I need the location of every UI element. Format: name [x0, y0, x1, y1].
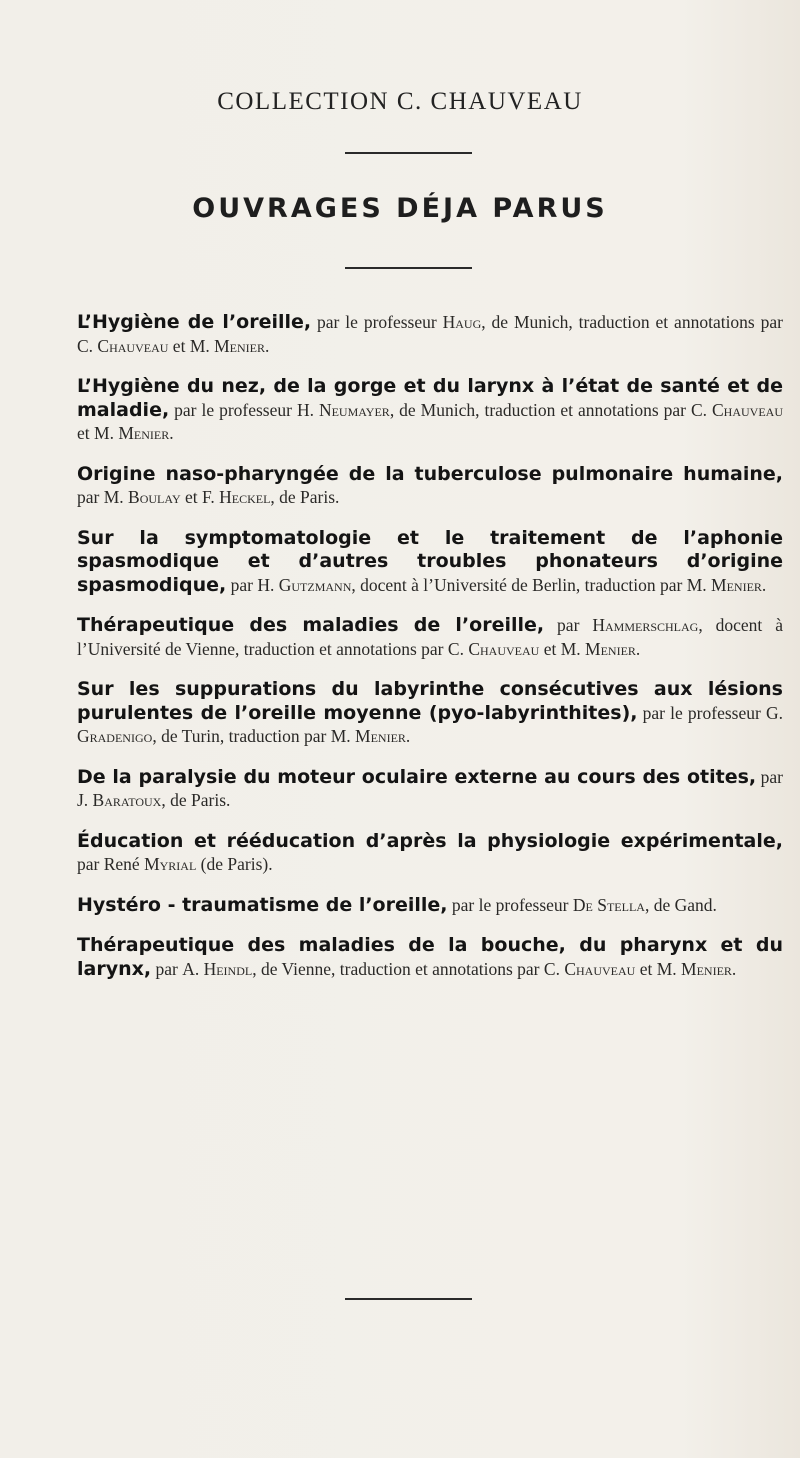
translator-name: C. Chauveau — [447, 638, 540, 659]
translator-name: M. Menier — [560, 638, 636, 659]
list-item: Thérapeutique des maladies de la bouche, du pharynx et du larynx, par A. Heindl, de Vienne, traduction et annotations par C. Chauveau et M. Menier. — [77, 934, 783, 980]
list-item: Sur les suppurations du labyrinthe consécutives aux lésions purulentes de l’oreille moyenne (pyo-labyrinthites), par le professeur G. Gradenigo, de Turin, traduction par M. Menier. — [77, 678, 783, 746]
divider-top — [345, 152, 472, 154]
publication-list — [77, 311, 783, 998]
translator-name: M. Menier — [189, 335, 266, 356]
list-item: Éducation et rééducation d’après la physiologie expérimentale, par René Myrial (de Paris). — [77, 829, 783, 874]
author-name: J. Baratoux — [77, 790, 162, 810]
divider-under-heading — [345, 267, 472, 269]
section-heading: OUVRAGES DÉJA PARUS — [192, 193, 608, 224]
author-name: H. Gutzmann — [257, 574, 352, 595]
author-name: Hammerschlag — [592, 615, 699, 635]
list-item: L’Hygiène de l’oreille, par le professeur Haug, de Munich, traduction et annotations par C. Chauveau et M. Menier. — [77, 311, 783, 356]
author-name: Haug — [442, 312, 482, 332]
author-name: Myrial — [144, 854, 197, 874]
entry-title: Thérapeutique des maladies de la bouche, du pharynx et du larynx, — [77, 934, 783, 980]
entry-title: Origine naso-pharyngée de la tuberculose pulmonaire humaine, — [77, 462, 783, 485]
list-item: Hystéro - traumatisme de l’oreille, par le professeur De Stella, de Gand. — [77, 893, 717, 916]
list-item: Origine naso-pharyngée de la tuberculose pulmonaire humaine, par M. Boulay et F. Heckel, de Paris. — [77, 462, 783, 507]
entry-title: Thérapeutique des maladies de l’oreille, — [77, 614, 545, 636]
entry-title: L’Hygiène de l’oreille, — [77, 311, 312, 333]
list-item: Sur la symptomatologie et le traitement de l’aphonie spasmodique et d’autres troubles phonateurs d’origine spasmodique, par H. Gutzmann, docent à l’Université de Berlin, traduction par M. Menier. — [77, 526, 783, 596]
collection-title: COLLECTION C. CHAUVEAU — [217, 88, 583, 115]
translator-name: C. Chauveau — [690, 399, 783, 420]
author-name: M. Boulay — [103, 487, 181, 507]
translator-name: C. Chauveau — [77, 335, 169, 356]
translator-name: M. Menier — [686, 574, 762, 595]
translator-name: C. Chauveau — [543, 958, 636, 979]
list-item: Thérapeutique des maladies de l’oreille, par Hammerschlag, docent à l’Université de Vienne, traduction et annotations par C. Chauveau et M. Menier. — [77, 614, 783, 659]
divider-bottom — [345, 1298, 472, 1300]
entry-title: L’Hygiène du nez, de la gorge et du larynx à l’état de santé et de maladie, — [77, 375, 783, 421]
author-name: H. Neumayer — [296, 399, 390, 420]
translator-name: M. Menier — [330, 726, 406, 746]
translator-name: M. Menier — [656, 958, 732, 979]
entry-title: De la paralysie du moteur oculaire externe au cours des otites, — [77, 765, 757, 788]
author-name: G. Gradenigo — [77, 702, 783, 746]
list-item: De la paralysie du moteur oculaire externe au cours des otites, par J. Baratoux, de Paris. — [77, 765, 783, 810]
list-item: L’Hygiène du nez, de la gorge et du larynx à l’état de santé et de maladie, par le professeur H. Neumayer, de Munich, traduction et annotations par C. Chauveau et M. Menier. — [77, 375, 783, 443]
translator-name: M. Menier — [94, 423, 170, 443]
author-name: A. Heindl — [182, 958, 253, 979]
entry-title: Hystéro - traumatisme de l’oreille, — [77, 893, 448, 916]
author-name: F. Heckel — [202, 487, 271, 507]
entry-title: Sur les suppurations du labyrinthe consécutives aux lésions purulentes de l’oreille moyenne (pyo-labyrinthites), — [77, 678, 783, 724]
entry-title: Sur la symptomatologie et le traitement de l’aphonie spasmodique et d’autres troubles phonateurs d’origine spasmodique, — [77, 526, 783, 596]
entry-title: Éducation et rééducation d’après la physiologie expérimentale, — [77, 829, 783, 852]
author-name: De Stella — [572, 894, 645, 915]
